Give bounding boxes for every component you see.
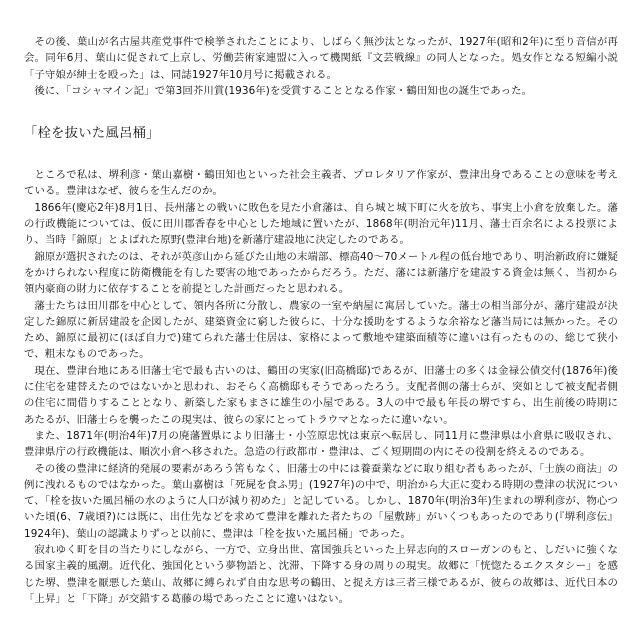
section-paragraph: 寂れゆく町を目の当たりにしながら、一方で、立身出世、富国強兵といった上昇志向的スローガンのもと、しだいに強くなる国家主義的風潮。近代化、強国化という夢物語と、沈滞、下降する身の周りの現実。故郷に「恍惚たるエクスタシー」を感じた堺、豊津を厭悪した葉山、故郷に縛られず自由な思考の鶴田、と捉え方は三者三様であるが、彼らの故郷は、近代日本の「上昇」と「下降」が交錯する葛藤の場であったことに違いはない。 xyxy=(24,544,618,605)
article-page xyxy=(24,34,618,607)
section-paragraph: その後の豊津に経済的発展の要素があろう筈もなく、旧藩士の中には養蚕業などに取り組む者もあったが、「士族の商法」の例に洩れるものではなかった。葉山嘉樹は「死屍を食ふ男」(1927年)の中で、明治から大正に変わる時期の豊津の状況について、「栓を抜いた風呂桶の水のように人口が減り初めた」と記している。しかし、1870年(明治3年)生まれの堺利彦が、物心ついた頃(6、7歳頃?)には既に、出仕先などを求めて豊津を離れた者たちの「屋敷跡」がいくつもあったのであり(『堺利彦伝』1924年)、葉山の認識よりずっと以前に、豊津は「栓を抜いた風呂桶」であった。 xyxy=(24,462,618,540)
section-paragraph: 1866年(慶応2年)8月1日、長州藩との戦いに敗色を見た小倉藩は、自ら城と城下町に火を放ち、事実上小倉を放棄した。藩の行政機能については、仮に田川郡香春を中心とした地域に置いたが、1868年(明治元年)11月、藩士百余名による投票により、当時「錦原」とよばれた原野(豊津台地)を新藩庁建設地に決定したのである。 xyxy=(24,201,618,247)
section-paragraph: ところで私は、堺利彦・葉山嘉樹・鶴田知也といった社会主義者、プロレタリア作家が、豊津出身であることの意味を考えている。豊津はなぜ、彼らを生んだのか。 xyxy=(24,169,618,198)
section-title: 「栓を抜いた風呂桶」 xyxy=(24,126,160,142)
intro-paragraph: 後に、「コシャマイン記」で第3回芥川賞(1936年)を受賞することとなる作家・鶴田知也の誕生であった。 xyxy=(34,84,533,97)
section-paragraph: 錦原が選択されたのは、それが英彦山から延びた山地の末端部、標高40〜70メートル程の低台地であり、明治新政府に嫌疑をかけられない程度に防衛機能を有した要害の地であったからだろう。ただ、藩には新藩庁を建設する資金は無く、当初から領内豪商の財力に依存することを前提とした計画だったと思われる。 xyxy=(24,250,618,296)
section-paragraph: 藩士たちは田川郡を中心として、領内各所に分散し、農家の一室や納屋に寓居していた。藩士の相当部分が、藩庁建設が決定した錦原に新居建設を企図したが、建築資金に窮した彼らに、十分な援助をするような余裕など藩当局には無かった。そのため、錦原に最初に(ほぼ自力で)建てられた藩士住居は、家格によって敷地や建築面積等に違いは有ったものの、総じて狭小で、粗末なものであった。 xyxy=(24,299,618,361)
section-paragraph: また、1871年(明治4年)7月の廃藩置県により旧藩士・小笠原忠忱は東京へ転居し、同11月に豊津県は小倉県に吸収され、豊津県庁の行政機能は、順次小倉へ移された。急造の行政都市・豊津は、ごく短期間の内にその役割を終えるのである。 xyxy=(24,429,618,459)
section-paragraph: 現在、豊津台地にある旧藩士宅で最も古いのは、鶴田の実家(旧高橋邸)であるが、旧藩士の多くは金禄公債交付(1876年)後に住宅を建替えたのではないかと思われ、おそらく高橋邸もそうであったろう。支配者側の藩士らが、突如として被支配者側の住宅に間借りすることとなり、新築した家もまさに雄生の小屋である。3人の中で最も年長の堺ですら、出生前後の時期にあたるが、旧藩士らを襲ったこの現実は、彼らの家にとってトラウマとなったに違いない。 xyxy=(24,364,618,426)
intro-paragraph: その後、葉山が名古屋共産党事件で検挙されたことにより、しばらく無沙汰となったが、1927年(昭和2年)に至り音信が再会。同年6月、葉山に促されて上京し、労働芸術家連盟に入って機関紙『文芸戦線』の同人となった。処女作となる短編小説「子守娘が紳士を殴った」は、同誌1927年10月号に掲載される。 xyxy=(24,36,618,81)
